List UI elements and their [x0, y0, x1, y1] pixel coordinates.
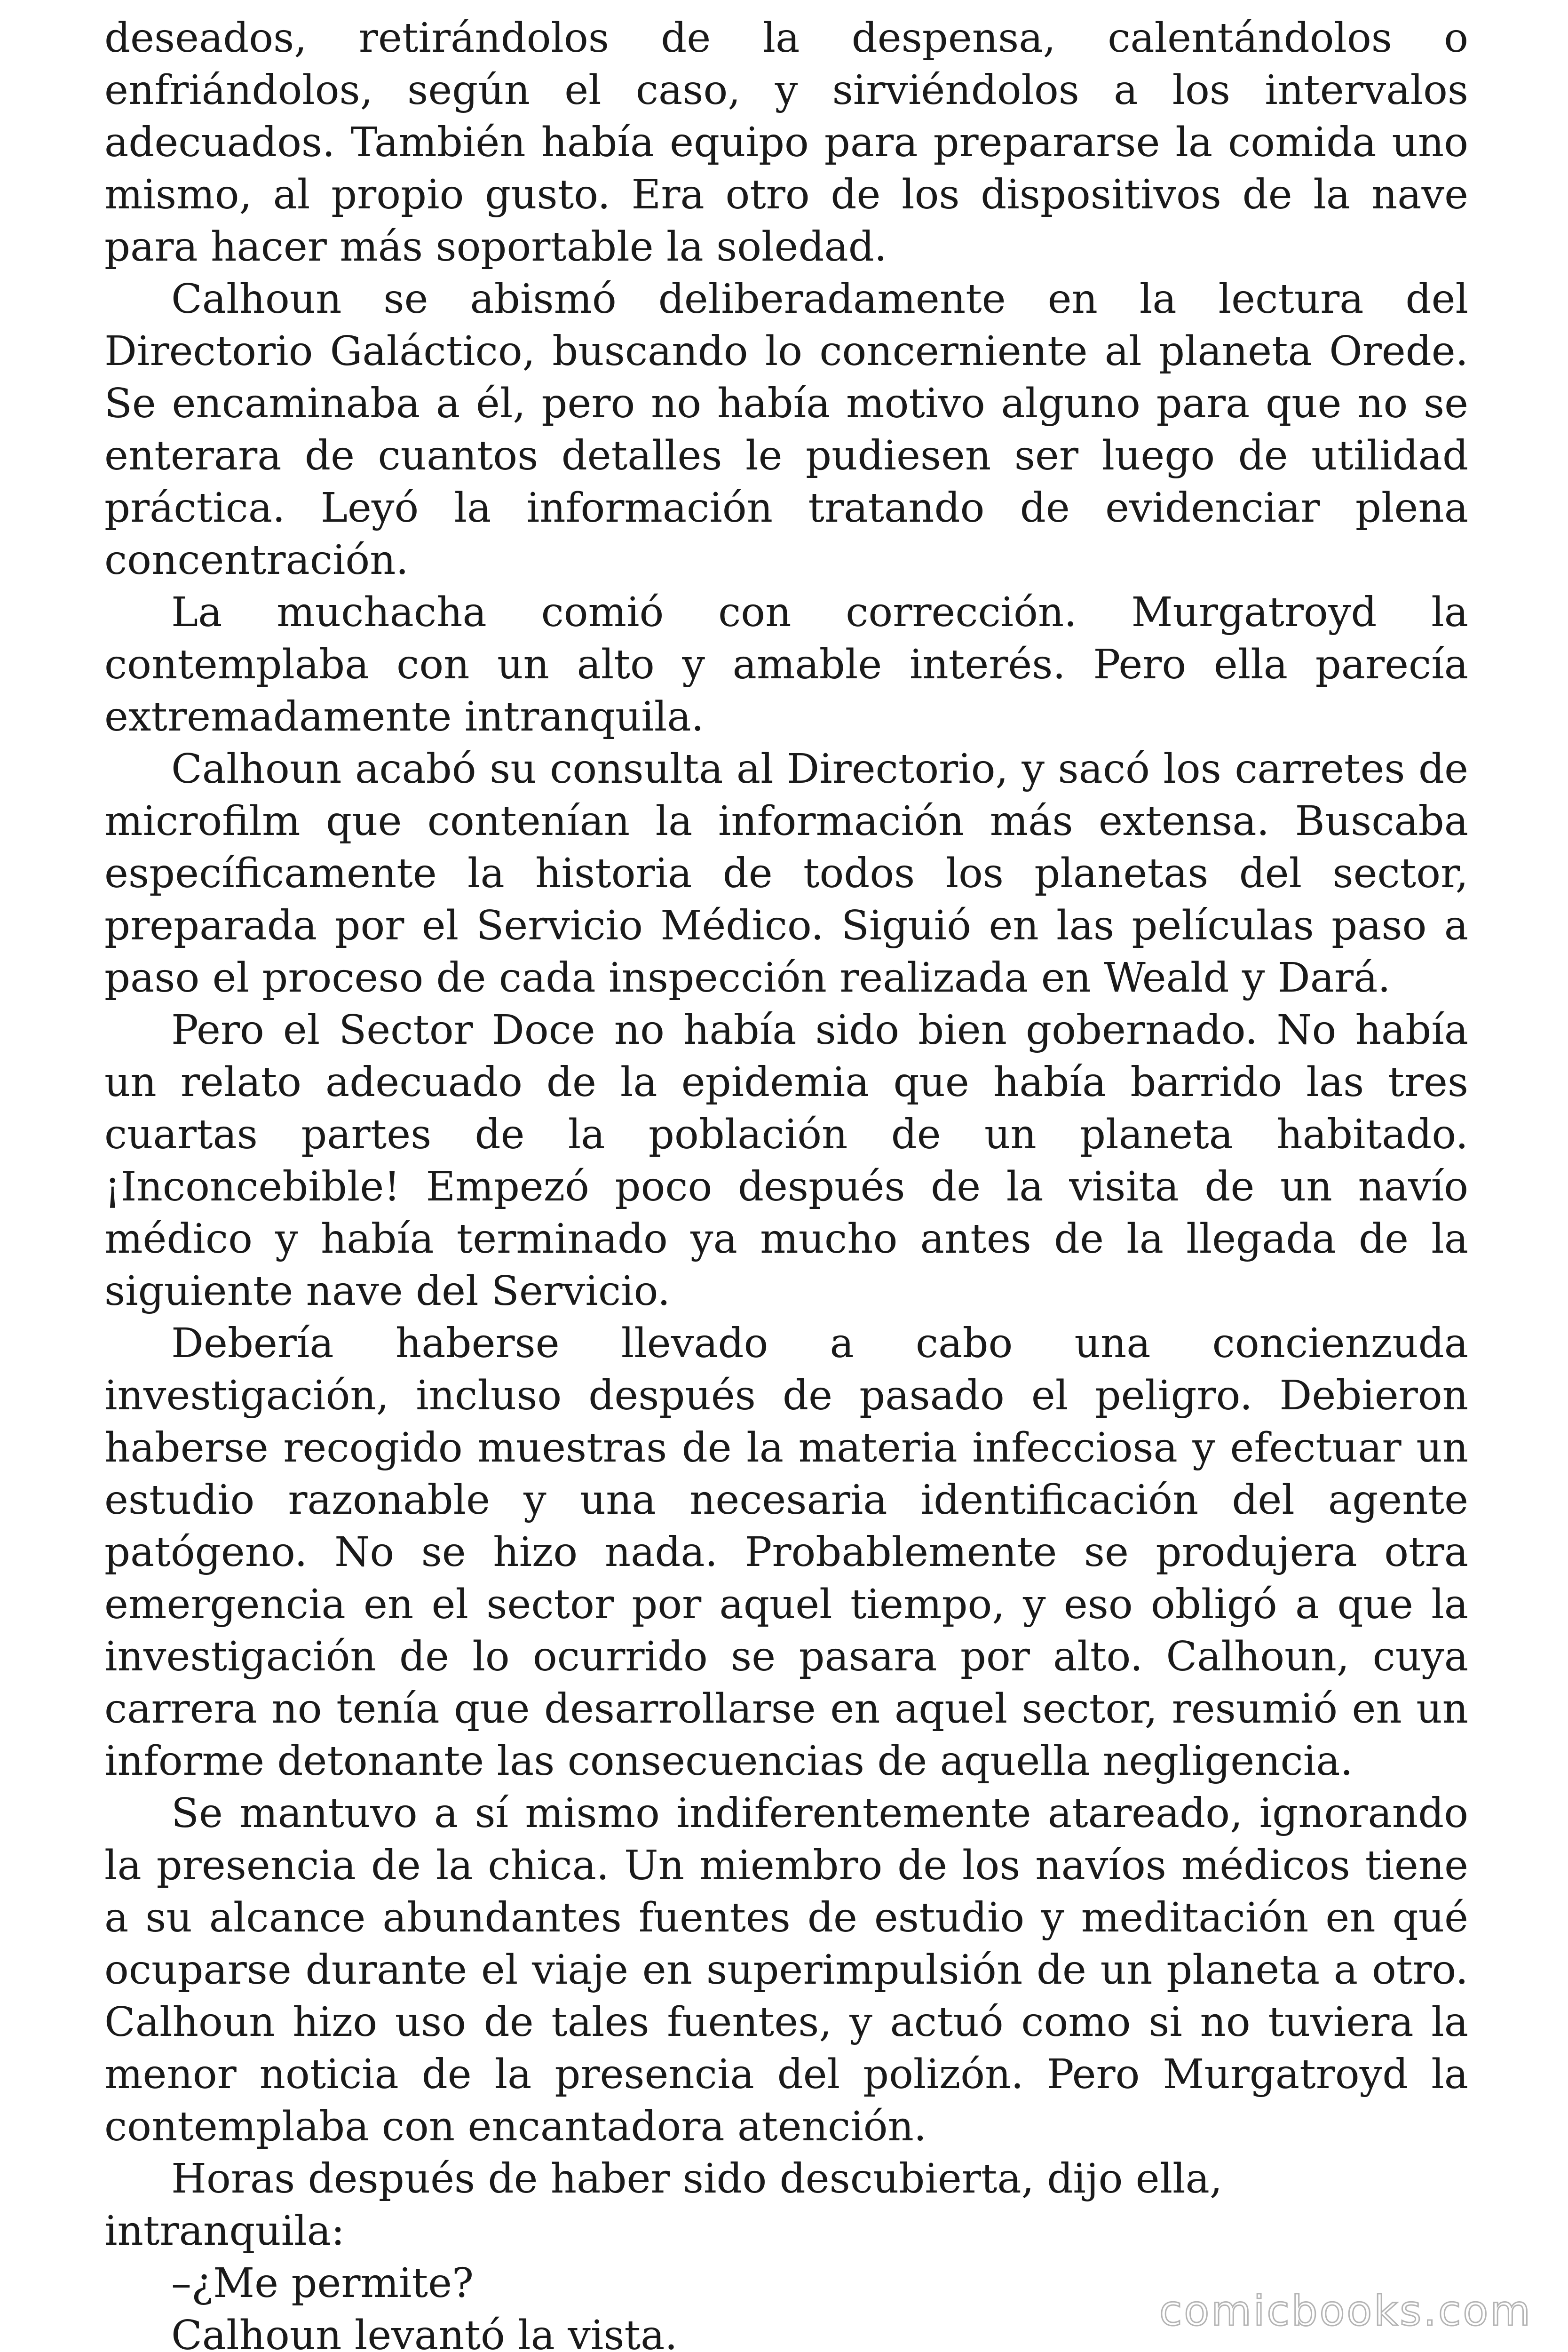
dialogue-line: –¿Me permite? [171, 2260, 474, 2307]
paragraph: Debería haberse llevado a cabo una concienzuda investigación, incluso después de pasado el peligro. Debieron haberse recogido muestras de la materia infecciosa y efectuar un estudio razonable y una necesaria identificación del agente patógeno. No se hizo nada. Probablemente se produjera otra emergencia en el sector por aquel tiempo, y eso obligó a que la investigación de lo ocurrido se pasara por alto. Calhoun, cuya carrera no tenía que desarrollarse en aquel sector, resumió en un informe detonante las consecuencias de aquella negligencia. [104, 1320, 1468, 1785]
paragraph: Horas después de haber sido descubierta, dijo ella, intranquila: [104, 2155, 1223, 2255]
page-text-body [104, 12, 1468, 2352]
paragraph: Calhoun acabó su consulta al Directorio, y sacó los carretes de microfilm que contenían la información más extensa. Buscaba específicamente la historia de todos los planetas del sector, preparada por el Servicio Médico. Siguió en las películas paso a paso el proceso de cada inspección realizada en Weald y Dará. [104, 746, 1468, 1001]
paragraph: Calhoun levantó la vista. [171, 2312, 678, 2352]
paragraph: Se mantuvo a sí mismo indiferentemente atareado, ignorando la presencia de la chica. Un miembro de los navíos médicos tiene a su alcance abundantes fuentes de estudio y meditación en qué ocuparse durante el viaje en superimpulsión de un planeta a otro. Calhoun hizo uso de tales fuentes, y actuó como si no tuviera la menor noticia de la presencia del polizón. Pero Murgatroyd la contemplaba con encantadora atención. [104, 1790, 1468, 2150]
paragraph: Pero el Sector Doce no había sido bien gobernado. No había un relato adecuado de la epidemia que había barrido las tres cuartas partes de la población de un planeta habitado. ¡Inconcebible! Empezó poco después de la visita de un navío médico y había terminado ya mucho antes de la llegada de la siguiente nave del Servicio. [104, 1007, 1468, 1315]
paragraph: Calhoun se abismó deliberadamente en la lectura del Directorio Galáctico, buscando lo concerniente al planeta Orede. Se encaminaba a él, pero no había motivo alguno para que no se enterara de cuantos detalles le pudiesen ser luego de utilidad práctica. Leyó la información tratando de evidenciar plena concentración. [104, 276, 1468, 584]
paragraph: La muchacha comió con corrección. Murgatroyd la contemplaba con un alto y amable interés. Pero ella parecía extremadamente intranquila. [104, 589, 1468, 740]
watermark: comicbooks.com [1159, 2287, 1532, 2335]
paragraph-continuation: deseados, retirándolos de la despensa, calentándolos o enfriándolos, según el caso, y sirviéndolos a los intervalos adecuados. También había equipo para prepararse la comida uno mismo, al propio gusto. Era otro de los dispositivos de la nave para hacer más soportable la soledad. [104, 15, 1468, 270]
